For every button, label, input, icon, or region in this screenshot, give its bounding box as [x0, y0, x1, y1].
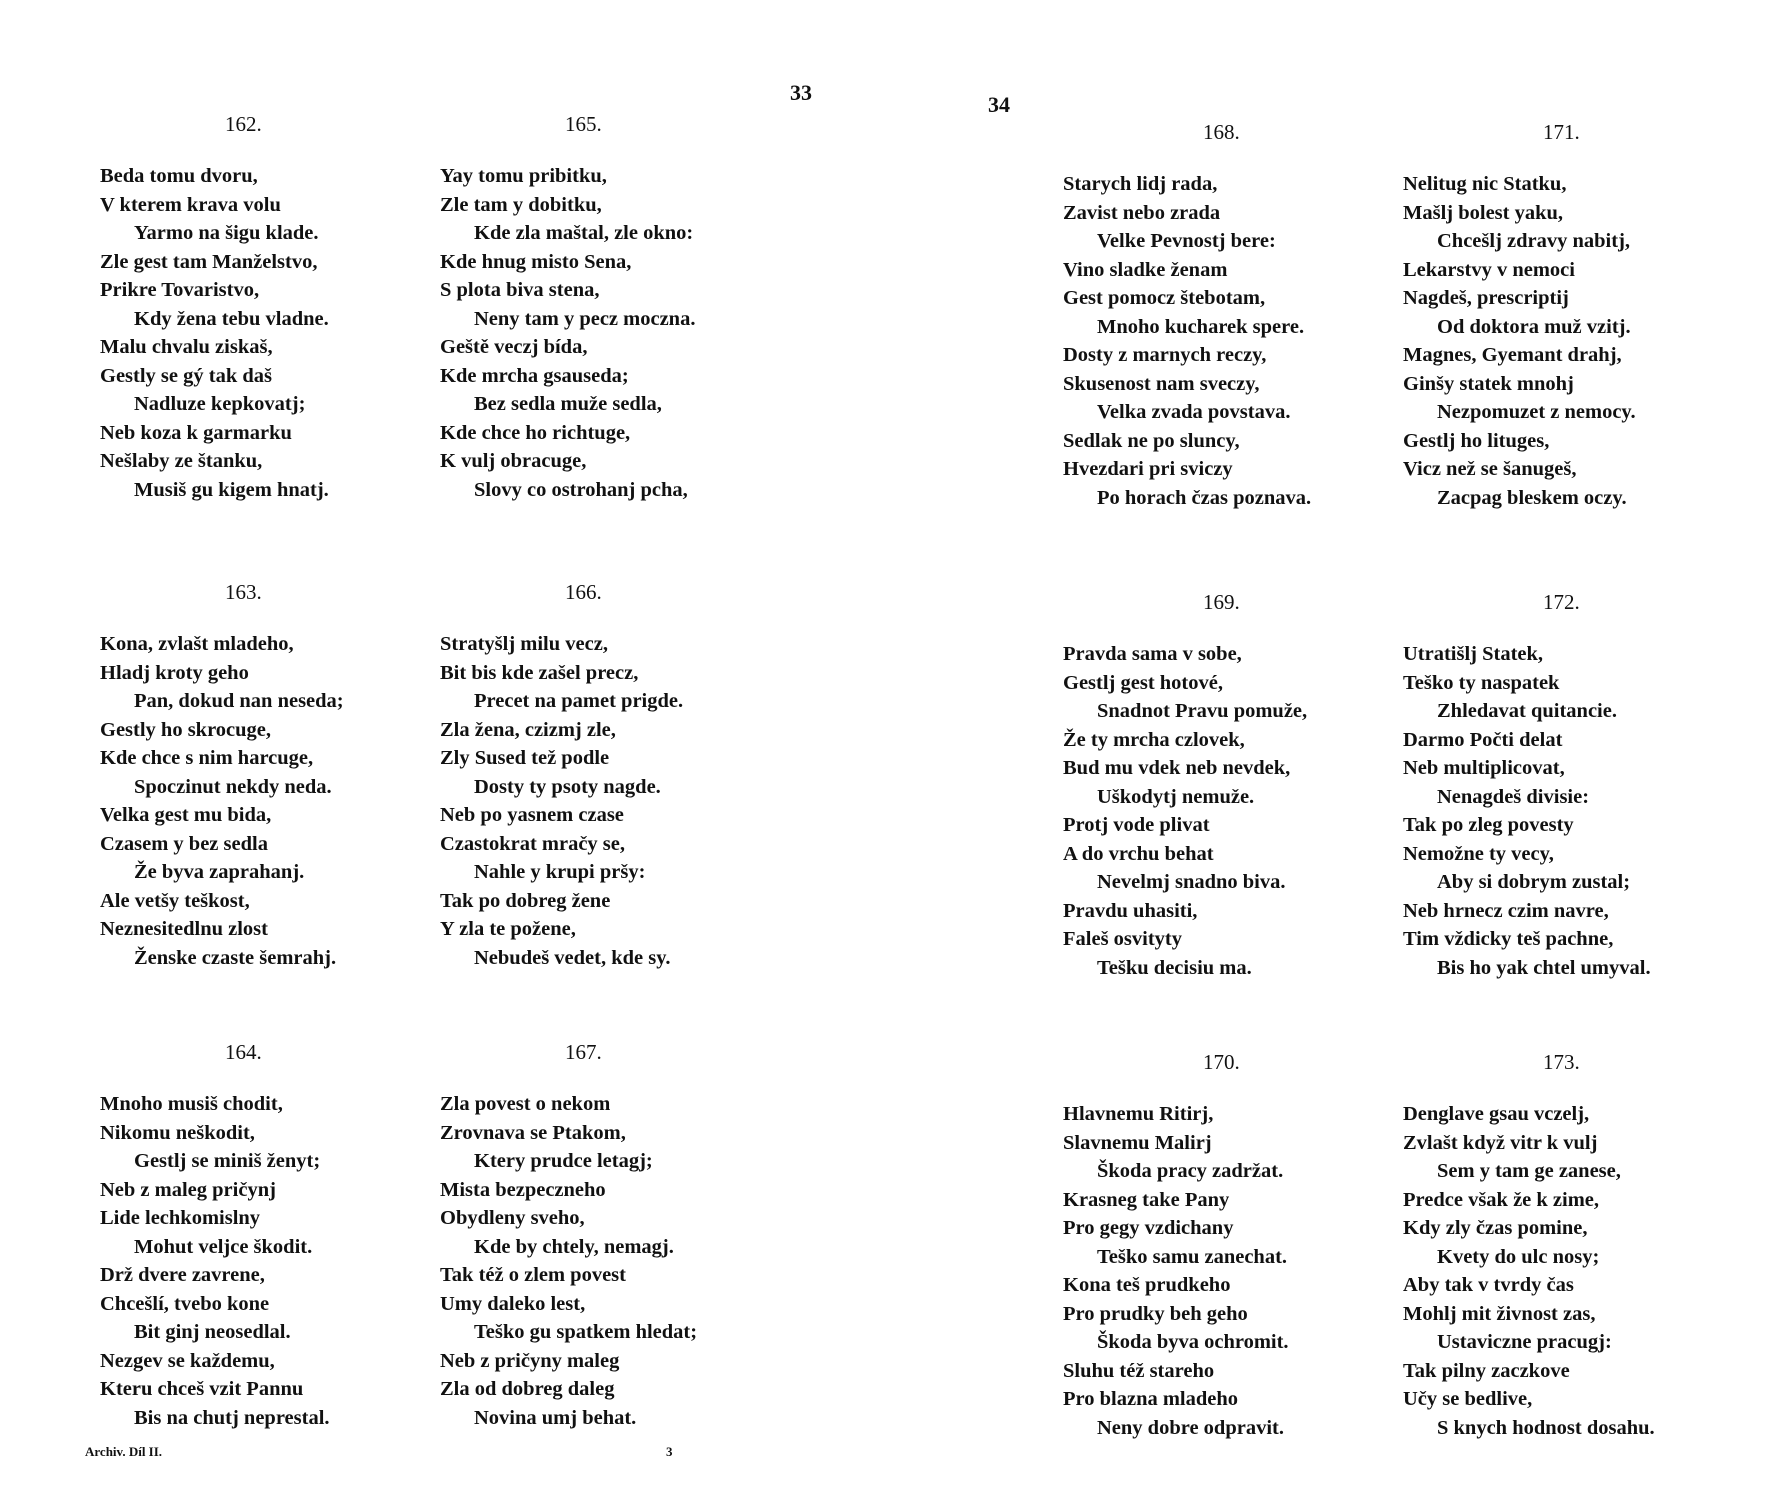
- verse-line: Slavnemu Malirj: [1063, 1131, 1212, 1154]
- verse-line: Lide lechkomislny: [100, 1207, 261, 1229]
- poem-number: 164.: [225, 1040, 262, 1064]
- page-number: 33: [790, 80, 812, 105]
- verse-line: Kde hnug misto Sena,: [440, 250, 632, 273]
- verse-line: Sedlak ne po sluncy,: [1063, 429, 1240, 452]
- verse-line: Teško gu spatkem hledat;: [474, 1321, 698, 1343]
- verse-line: Novina umj behat.: [474, 1406, 637, 1429]
- verse-line: Mnoho kucharek spere.: [1097, 315, 1305, 338]
- verse-line: Kde zla maštal, zle okno:: [474, 222, 694, 244]
- verse-line: Bit bis kde zašel precz,: [440, 661, 639, 684]
- verse-line: Vicz než se šanugeš,: [1403, 458, 1577, 480]
- verse-line: Zla od dobreg daleg: [440, 1378, 615, 1400]
- verse-line: Uškodytj nemuže.: [1097, 785, 1255, 808]
- verse-line: Zla žena, czizmj zle,: [440, 718, 616, 741]
- poem-number: 171.: [1543, 120, 1580, 144]
- verse-line: Hvezdari pri sviczy: [1063, 458, 1233, 480]
- verse-line: Hlavnemu Ritirj,: [1063, 1103, 1214, 1125]
- verse-line: Skusenost nam sveczy,: [1063, 372, 1260, 395]
- verse-line: Ženske czaste šemrahj.: [134, 946, 337, 969]
- verse-line: Darmo Počti delat: [1403, 728, 1563, 751]
- verse-line: Pan, dokud nan neseda;: [134, 690, 344, 712]
- verse-line: Nikomu neškodit,: [100, 1121, 255, 1144]
- verse-line: Mohlj mit živnost zas,: [1403, 1302, 1596, 1325]
- poem-number: 167.: [565, 1040, 602, 1064]
- verse-line: Kde by chtely, nemagj.: [474, 1235, 674, 1258]
- poem-number: 165.: [565, 112, 602, 136]
- verse-line: Mohut veljce škodit.: [134, 1235, 313, 1258]
- verse-line: Aby tak v tvrdy čas: [1403, 1274, 1574, 1296]
- verse-line: Pro blazna mladeho: [1063, 1388, 1239, 1410]
- verse-line: Tak pilny zaczkove: [1403, 1359, 1570, 1382]
- verse-line: Bis na chutj neprestal.: [134, 1406, 330, 1429]
- verse-line: Mašlj bolest yaku,: [1403, 201, 1564, 224]
- verse-line: Neb z maleg pričynj: [100, 1178, 276, 1201]
- verse-line: Neznesitedlnu zlost: [100, 918, 268, 940]
- verse-line: Tešku decisiu ma.: [1097, 956, 1252, 979]
- verse-line: Bez sedla muže sedla,: [474, 393, 662, 415]
- verse-line: Nezpomuzet z nemocy.: [1437, 401, 1636, 423]
- verse-line: Neny dobre odpravit.: [1097, 1416, 1284, 1439]
- verse-line: Tak též o zlem povest: [440, 1264, 626, 1286]
- poem-number: 163.: [225, 580, 262, 604]
- verse-line: Dosty z marnych reczy,: [1063, 344, 1267, 366]
- verse-line: Magnes, Gyemant drahj,: [1403, 344, 1622, 366]
- verse-line: S knych hodnost dosahu.: [1437, 1416, 1655, 1439]
- verse-line: Precet na pamet prigde.: [474, 690, 684, 712]
- verse-line: Gestlj gest hotové,: [1063, 671, 1223, 694]
- verse-line: Pravda sama v sobe,: [1063, 643, 1242, 665]
- verse-line: Od doktora muž vzitj.: [1437, 315, 1631, 338]
- verse-line: Umy daleko lest,: [440, 1292, 586, 1315]
- poem-number: 166.: [565, 580, 602, 604]
- verse-line: Ktery prudce letagj;: [474, 1150, 653, 1172]
- verse-line: Protj vode plivat: [1063, 814, 1210, 836]
- verse-line: Bis ho yak chtel umyval.: [1437, 956, 1651, 979]
- verse-line: Hladj kroty geho: [100, 661, 249, 684]
- verse-line: Stratyšlj milu vecz,: [440, 633, 608, 655]
- verse-line: Škoda pracy zadržat.: [1097, 1160, 1284, 1182]
- verse-line: A do vrchu behat: [1063, 842, 1214, 865]
- verse-line: Neb hrnecz czim navre,: [1403, 899, 1609, 922]
- poem-number: 162.: [225, 112, 262, 136]
- verse-line: Krasneg take Pany: [1063, 1188, 1230, 1211]
- verse-line: Teško samu zanechat.: [1097, 1245, 1288, 1268]
- verse-line: Pro prudky beh geho: [1063, 1302, 1248, 1325]
- verse-line: Obydleny sveho,: [440, 1207, 585, 1229]
- verse-line: Dosty ty psoty nagde.: [474, 775, 661, 798]
- verse-line: S plota biva stena,: [440, 279, 600, 301]
- verse-line: Učy se bedlive,: [1403, 1388, 1533, 1410]
- verse-line: Velka zvada povstava.: [1097, 401, 1291, 423]
- verse-line: Czasem y bez sedla: [100, 832, 268, 855]
- verse-line: Zly Sused tež podle: [440, 747, 610, 769]
- verse-line: Že ty mrcha czlovek,: [1063, 728, 1245, 751]
- verse-line: Nezgev se každemu,: [100, 1349, 275, 1372]
- verse-line: Bit ginj neosedlal.: [134, 1321, 291, 1343]
- verse-line: Gestly se gý tak daš: [100, 364, 272, 387]
- poem-number: 172.: [1543, 590, 1580, 614]
- verse-line: Musiš gu kigem hnatj.: [134, 478, 329, 501]
- verse-line: Kteru chceš vzit Pannu: [100, 1378, 304, 1400]
- verse-line: Gestlj se miniš ženyt;: [134, 1150, 321, 1172]
- verse-line: Zle tam y dobitku,: [440, 193, 602, 216]
- verse-line: Nešlaby ze štanku,: [100, 450, 263, 472]
- verse-line: Kvety do ulc nosy;: [1437, 1245, 1600, 1268]
- verse-line: Kde chce s nim harcuge,: [100, 747, 314, 769]
- verse-line: Utratišlj Statek,: [1403, 643, 1544, 665]
- right-page: [893, 0, 1786, 1500]
- verse-line: Neny tam y pecz moczna.: [474, 307, 696, 330]
- verse-line: Chcešlí, tvebo kone: [100, 1292, 270, 1315]
- verse-line: Nelitug nic Statku,: [1403, 173, 1567, 195]
- verse-line: Ginšy statek mnohj: [1403, 372, 1574, 395]
- verse-line: Kdy zly čzas pomine,: [1403, 1217, 1588, 1239]
- verse-line: Mnoho musiš chodit,: [100, 1093, 283, 1115]
- verse-line: Starych lidj rada,: [1063, 173, 1218, 195]
- verse-line: Beda tomu dvoru,: [100, 165, 258, 187]
- verse-line: Vino sladke ženam: [1063, 258, 1228, 281]
- verse-line: Zavist nebo zrada: [1063, 201, 1221, 224]
- verse-line: Neb po yasnem czase: [440, 804, 624, 826]
- footer-signature: Archiv. Díl II.: [85, 1444, 163, 1459]
- verse-line: Mista bezpeczneho: [440, 1178, 606, 1201]
- verse-line: Gestlj ho lituges,: [1403, 429, 1550, 452]
- verse-line: Velke Pevnostj bere:: [1097, 230, 1276, 252]
- verse-line: Kona, zvlašt mladeho,: [100, 633, 294, 655]
- verse-line: Drž dvere zavrene,: [100, 1264, 265, 1286]
- verse-line: Kona teš prudkeho: [1063, 1274, 1231, 1296]
- verse-line: K vulj obracuge,: [440, 450, 587, 472]
- verse-line: Tak po zleg povesty: [1403, 814, 1574, 836]
- verse-line: Škoda byva ochromit.: [1097, 1331, 1289, 1353]
- verse-line: Lekarstvy v nemoci: [1403, 258, 1575, 281]
- verse-line: Predce však že k zime,: [1403, 1188, 1600, 1211]
- verse-line: Zhledavat quitancie.: [1437, 700, 1617, 722]
- page-number: 34: [988, 92, 1010, 117]
- footer-sheet-number: 3: [666, 1444, 673, 1459]
- verse-line: Slovy co ostrohanj pcha,: [474, 478, 688, 501]
- verse-line: Tim vždicky teš pachne,: [1403, 928, 1614, 950]
- verse-line: Chcešlj zdravy nabitj,: [1437, 230, 1631, 252]
- verse-line: Zacpag bleskem oczy.: [1437, 486, 1627, 509]
- verse-line: Neb koza k garmarku: [100, 421, 292, 444]
- verse-line: Zrovnava se Ptakom,: [440, 1121, 626, 1144]
- verse-line: Zla povest o nekom: [440, 1093, 611, 1115]
- verse-line: Velka gest mu bida,: [100, 804, 272, 826]
- verse-line: Nagdeš, prescriptij: [1403, 287, 1569, 309]
- verse-line: Že byva zaprahanj.: [134, 861, 305, 883]
- verse-line: Denglave gsau vczelj,: [1403, 1103, 1590, 1125]
- verse-line: Sluhu též stareho: [1063, 1359, 1215, 1382]
- verse-line: Geště veczj bída,: [440, 336, 588, 358]
- verse-line: V kterem krava volu: [100, 193, 281, 216]
- poem-number: 168.: [1203, 120, 1240, 144]
- verse-line: Yay tomu pribitku,: [440, 165, 607, 187]
- verse-line: Kde chce ho richtuge,: [440, 421, 631, 444]
- verse-line: Nahle y krupi pršy:: [474, 861, 646, 883]
- verse-line: Nadluze kepkovatj;: [134, 393, 306, 415]
- verse-line: Pravdu uhasiti,: [1063, 899, 1198, 922]
- verse-line: Bud mu vdek neb nevdek,: [1063, 757, 1291, 779]
- verse-line: Spoczinut nekdy neda.: [134, 775, 332, 798]
- verse-line: Prikre Tovaristvo,: [100, 279, 260, 301]
- verse-line: Kdy žena tebu vladne.: [134, 307, 329, 330]
- verse-line: Kde mrcha gsauseda;: [440, 364, 629, 387]
- verse-line: Aby si dobrym zustal;: [1437, 871, 1631, 893]
- verse-line: Nemožne ty vecy,: [1403, 842, 1554, 865]
- verse-line: Ustaviczne pracugj:: [1437, 1331, 1612, 1353]
- verse-line: Nevelmj snadno biva.: [1097, 871, 1286, 893]
- verse-line: Gest pomocz štebotam,: [1063, 287, 1266, 309]
- verse-line: Y zla te požene,: [440, 918, 576, 940]
- verse-line: Pro gegy vzdichany: [1063, 1217, 1234, 1239]
- verse-line: Zle gest tam Manželstvo,: [100, 250, 318, 273]
- verse-line: Faleš osvityty: [1063, 928, 1182, 950]
- verse-line: Ale vetšy teškost,: [100, 889, 250, 912]
- poem-number: 173.: [1543, 1050, 1580, 1074]
- poem-number: 170.: [1203, 1050, 1240, 1074]
- verse-line: Nenagdeš divisie:: [1437, 785, 1590, 808]
- verse-line: Neb z pričyny maleg: [440, 1349, 620, 1372]
- verse-line: Gestly ho skrocuge,: [100, 718, 272, 741]
- verse-line: Po horach čzas poznava.: [1097, 486, 1312, 509]
- verse-line: Zvlašt když vitr k vulj: [1403, 1131, 1598, 1154]
- verse-line: Snadnot Pravu pomuže,: [1097, 700, 1308, 722]
- verse-line: Yarmo na šigu klade.: [134, 222, 319, 244]
- verse-line: Czastokrat mračy se,: [440, 832, 626, 855]
- verse-line: Sem y tam ge zanese,: [1437, 1160, 1621, 1182]
- verse-line: Neb multiplicovat,: [1403, 757, 1565, 779]
- verse-line: Malu chvalu ziskaš,: [100, 336, 273, 358]
- verse-line: Nebudeš vedet, kde sy.: [474, 946, 671, 969]
- poem-number: 169.: [1203, 590, 1240, 614]
- verse-line: Tak po dobreg žene: [440, 889, 611, 912]
- verse-line: Teško ty naspatek: [1403, 671, 1560, 694]
